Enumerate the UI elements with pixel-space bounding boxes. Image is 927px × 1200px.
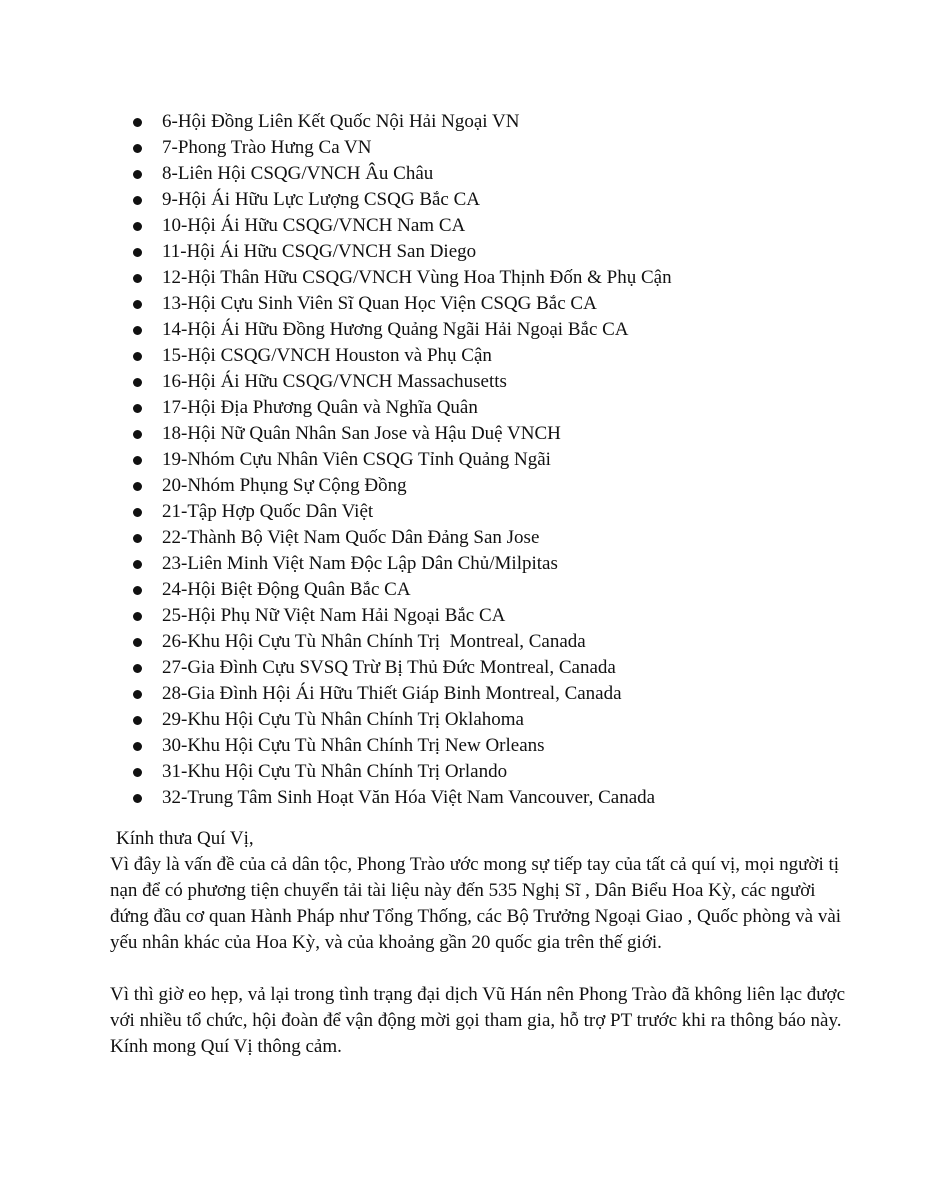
list-item: 13-Hội Cựu Sinh Viên Sĩ Quan Học Viện CSQG Bắc CA xyxy=(133,291,672,317)
paragraph: Vì thì giờ eo hẹp, vả lại trong tình trạng đại dịch Vũ Hán nên Phong Trào đã không liên lạc được với nhiều tổ chức, hội đoàn để vận động mời gọi tham gia, hỗ trợ PT trước khi ra thông báo này. Kính mong Quí Vị thông cảm. xyxy=(110,984,846,1057)
list-item: 26-Khu Hội Cựu Tù Nhân Chính Trị Montreal, Canada xyxy=(133,629,672,655)
list-item: 10-Hội Ái Hữu CSQG/VNCH Nam CA xyxy=(133,213,672,239)
letter-body xyxy=(110,826,850,1060)
list-item: 15-Hội CSQG/VNCH Houston và Phụ Cận xyxy=(133,343,672,369)
list-item: 24-Hội Biệt Động Quân Bắc CA xyxy=(133,577,672,603)
paragraph: Vì đây là vấn đề của cả dân tộc, Phong Trào ước mong sự tiếp tay của tất cả quí vị, mọi người tị nạn để có phương tiện chuyển tải tài liệu này đến 535 Nghị Sĩ , Dân Biểu Hoa Kỳ, các người đứng đầu cơ quan Hành Pháp như Tổng Thống, các Bộ Trưởng Ngoại Giao , Quốc phòng và vài yếu nhân khác của Hoa Kỳ, và của khoảng gần 20 quốc gia trên thế giới. xyxy=(110,854,842,953)
list-item: 9-Hội Ái Hữu Lực Lượng CSQG Bắc CA xyxy=(133,187,672,213)
list-item: 7-Phong Trào Hưng Ca VN xyxy=(133,135,672,161)
list-item: 6-Hội Đồng Liên Kết Quốc Nội Hải Ngoại VN xyxy=(133,109,672,135)
organization-list xyxy=(133,109,672,811)
list-item: 28-Gia Đình Hội Ái Hữu Thiết Giáp Binh Montreal, Canada xyxy=(133,681,672,707)
list-item: 23-Liên Minh Việt Nam Độc Lập Dân Chủ/Milpitas xyxy=(133,551,672,577)
list-item: 21-Tập Hợp Quốc Dân Việt xyxy=(133,499,672,525)
list-item: 25-Hội Phụ Nữ Việt Nam Hải Ngoại Bắc CA xyxy=(133,603,672,629)
list-item: 12-Hội Thân Hữu CSQG/VNCH Vùng Hoa Thịnh Đốn & Phụ Cận xyxy=(133,265,672,291)
list-item: 32-Trung Tâm Sinh Hoạt Văn Hóa Việt Nam Vancouver, Canada xyxy=(133,785,672,811)
list-item: 20-Nhóm Phụng Sự Cộng Đồng xyxy=(133,473,672,499)
list-item: 31-Khu Hội Cựu Tù Nhân Chính Trị Orlando xyxy=(133,759,672,785)
list-item: 8-Liên Hội CSQG/VNCH Âu Châu xyxy=(133,161,672,187)
list-item: 11-Hội Ái Hữu CSQG/VNCH San Diego xyxy=(133,239,672,265)
salutation: Kính thưa Quí Vị, xyxy=(116,828,254,849)
list-item: 16-Hội Ái Hữu CSQG/VNCH Massachusetts xyxy=(133,369,672,395)
list-item: 14-Hội Ái Hữu Đồng Hương Quảng Ngãi Hải Ngoại Bắc CA xyxy=(133,317,672,343)
list-item: 19-Nhóm Cựu Nhân Viên CSQG Tỉnh Quảng Ngãi xyxy=(133,447,672,473)
list-item: 22-Thành Bộ Việt Nam Quốc Dân Đảng San Jose xyxy=(133,525,672,551)
list-item: 30-Khu Hội Cựu Tù Nhân Chính Trị New Orleans xyxy=(133,733,672,759)
list-item: 29-Khu Hội Cựu Tù Nhân Chính Trị Oklahoma xyxy=(133,707,672,733)
list-item: 27-Gia Đình Cựu SVSQ Trừ Bị Thủ Đức Montreal, Canada xyxy=(133,655,672,681)
list-item: 18-Hội Nữ Quân Nhân San Jose và Hậu Duệ VNCH xyxy=(133,421,672,447)
list-item: 17-Hội Địa Phương Quân và Nghĩa Quân xyxy=(133,395,672,421)
